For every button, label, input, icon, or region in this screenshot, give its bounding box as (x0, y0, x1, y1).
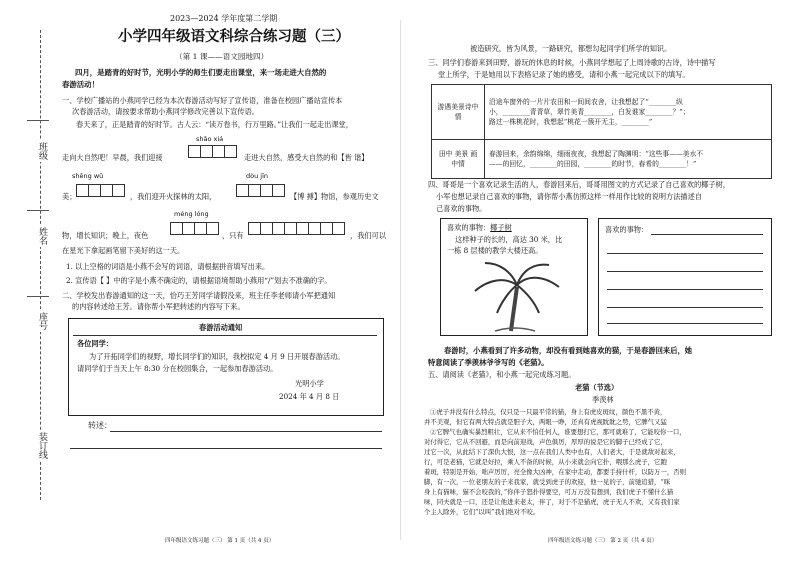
q1-line-2b: 走进大自然，感受大自然的和【皆 谐】 (244, 153, 369, 162)
notice-box (68, 318, 384, 416)
answer-grid-1[interactable] (188, 145, 236, 158)
retell-label: 转述： (88, 421, 112, 430)
q3-row1-line-1[interactable]: 沿途车窗外的一片片农田和一间间农舍，让我想起了“________纵 (489, 98, 683, 106)
my-favorite-line-5[interactable] (607, 323, 763, 324)
reading-p5b: 味，同夫就是一口，还是让他进来老太，伴了，对于不是猫虎，虎子无人不欢，又有我们家 (424, 498, 680, 506)
intro-line-2: 春游活动！ (62, 80, 99, 89)
my-favorite-line-2[interactable] (607, 271, 763, 272)
name-label: 姓名 (37, 227, 47, 245)
story-intro-1: 春游时，小燕看到了许多动物，却没有看到她喜欢的猫，于是春游回来后，她 (444, 346, 693, 355)
q1-line-3c: 【博 搏】物馆，参观历史文 (290, 192, 379, 201)
q3-row2-content (485, 140, 772, 179)
reading-p6: 个主人除外，它们“以叫”我们绝对不咬。 (424, 508, 540, 516)
story-intro-2: 特意阅读了季羡林爷爷写的《老猫》。 (428, 358, 549, 367)
retell-line-2[interactable] (70, 448, 382, 449)
q3-row2-line-1[interactable]: 春游回来，余韵绵绵，细雨夜夜，我想起了陶渊明：“这些事——美水不 (489, 150, 704, 158)
q1-line-2a: 走向大自然吧！早晨，我们迎接 (62, 153, 163, 162)
reading-p3: 过它一次，从此结下了深仇大恨，这一点在我们人类中也有，人们老大，于是就敌对起来， (424, 448, 680, 456)
my-favorite-line-4[interactable] (607, 307, 763, 308)
reading-p5: 身上有猫味，猫不会咬我的，”你伴子怒扑得要空，可万万没有想到，我们虎子不懂什么猫 (424, 488, 674, 496)
q2-title-2: 的内容转述给王芳。请你帮小军把转述的内容写下来。 (72, 302, 245, 311)
q3-row1-content (485, 85, 772, 140)
name-underline (27, 210, 49, 211)
page-divider (400, 20, 401, 540)
footer-left: 四年级语文练习题（三） 第 1 页（共 4 页） (165, 538, 275, 544)
pinyin-doujin: dòu jīn (246, 172, 269, 180)
right-top-line: 被造研究，皆为风景，一路研究，都想勾起同学们所学的知识。 (470, 44, 672, 53)
example-value: 椰子树 (490, 223, 512, 232)
seat-label: 座号 (37, 312, 47, 330)
my-favorite-card (598, 218, 772, 336)
page-subtitle: （第 1 课——语文园地四） (175, 52, 269, 61)
binding-label: 装订线 (37, 432, 47, 459)
q3-row1-label: 游遇美景诗中情 (432, 85, 485, 140)
example-desc-1: 这样种子的长的，高达 30 米，比 (455, 235, 563, 244)
reading-p4b: 脚，有一次，一位老朋友的子来我家，就受到虎子的欢迎，他一见的子，前驰追猎，“咪 (424, 478, 671, 486)
class-underline (27, 120, 49, 121)
q1-title-2: 次春游活动，请按要求帮助小燕同学修改完善以下宣传语。 (72, 107, 259, 116)
intro-line-1: 四月，是踏青的好时节，光明小学的师生们要走出课堂，来一场走进大自然的 (75, 68, 327, 77)
reading-p3b: 行，可是老猫，它就是好拉，乘人不备的时候，从小来就会向它扑，喂那么虎子，它跑 (424, 458, 667, 466)
pinyin-shaoxia: shǎo xiá (196, 135, 224, 143)
notice-date: 2024 年 4 月 8 日 (279, 392, 340, 401)
my-favorite-name-line[interactable] (651, 234, 763, 235)
q3-row2-label: 田中 美景 画中情 (432, 140, 485, 179)
q4-title-3: 己喜欢的事物。 (436, 204, 487, 213)
q1-line-4b: ，只有 (222, 231, 244, 240)
example-label-text: 喜欢的事物： (447, 223, 491, 232)
pinyin-shengwu: shēng wǔ (72, 172, 104, 180)
notice-sign: 光明小学 (295, 379, 324, 388)
seat-underline (27, 296, 49, 297)
page-title: 小学四年级语文科综合练习题（三） (118, 28, 350, 45)
school-year: 2023—2024 学年度第二学期 (170, 14, 278, 23)
notice-body-2: 请同学们于当天上午 8:30 分在校园集合，一起参加春游活动。 (77, 364, 278, 373)
reading-p1: ①虎子并没有什么特点，仅只是一只最平常的猫，身上有虎皮斑纹，颜色不黑不黄， (430, 408, 667, 416)
reading-title: 老猫（节选） (575, 383, 619, 392)
class-label: 班级 (37, 142, 47, 160)
reading-p2: ②它脾气也确实暴烈粗壮，它从来不怕任何人，谁要想打它，那可就难了，它能咬你一口， (430, 428, 686, 436)
answer-grid-2[interactable] (76, 184, 124, 197)
notice-title-rule (73, 335, 377, 336)
answer-grid-4[interactable] (170, 222, 218, 235)
my-favorite-line-3[interactable] (607, 289, 763, 290)
example-desc-2: 一栋 8 层楼的教学大楼还高。 (447, 246, 543, 255)
answer-grid-5[interactable] (248, 222, 344, 235)
q1-sub-1: 1. 以上空格的词语是小燕不会写的词语，请根据拼音填写出来。 (66, 262, 270, 271)
q3-title: 三、同学们春游来到田野，游玩的休息的时候，小燕同学想起了上周诗歌的古诗，诗中描写 (428, 58, 716, 67)
q4-title: 四、哥哥是一个喜欢记录生活的人，春游回来后，哥哥用图文的方式记录了自己喜欢的椰子树， (428, 180, 730, 189)
q4-title-2: 小军也想记录自己喜欢的事物，请你帮小燕仿照这样一样用作比较的说明方法描述自 (436, 192, 702, 201)
q1-line-3a: 美； (62, 192, 77, 201)
retell-line-1[interactable] (110, 431, 382, 432)
q2-title: 二、学校发出春游通知的这一天，恰巧王芳同学请假没来，班主任李老师请小军把通知 (62, 291, 336, 300)
q1-sub-2: 2. 宣传语【 】中的字是小燕不确定的，请根据语境帮助小燕用“/”划去不准确的字。 (66, 276, 332, 285)
reading-p1b: 并不美观，但它有两大特点就是胆子大，两眼一睁，还真有虎视眈眈之势，它脾气又猛 (424, 418, 667, 426)
footer-right: 四年级语文练习题（三） 第 2 页（共 4 页） (548, 538, 658, 544)
q1-line-5: 在星光下拿起画笔留下美好的这一天。 (62, 246, 185, 255)
my-favorite-label: 喜欢的事物： (605, 225, 649, 234)
reading-p4: 着斑，特别是开始，咄声厉厉，亮全像大凶神，在家中走动，都要手持什杆，以防万一，否则 (424, 468, 687, 476)
palm-tree-illustration (465, 257, 565, 333)
q3-row1-line-2[interactable]: 小，________青青草，翠竹美青________，白发谁家________？”； (489, 108, 690, 116)
example-label (447, 223, 512, 233)
pinyin-menglong: méng lóng (174, 210, 209, 218)
q1-line-3b: ，我们迎开火探林的太阳， (130, 192, 217, 201)
q3-row2-line-2[interactable]: ——的回忆，________的田园，________的时节，春希的________！” (489, 160, 697, 168)
q5-title: 五、请阅读《老猫》，和小燕一起完成练习题。 (428, 370, 576, 379)
notice-body-1: 为了开拓同学们的视野，增长同学们的知识，我校拟定 4 月 9 日开展春游活动。 (89, 352, 345, 361)
q1-line-4c: ，我们可以 (350, 231, 386, 240)
my-favorite-line-1[interactable] (607, 253, 763, 254)
q3-title-2: 堂上所学，于是她用以下表格记录了她的感受，请和小燕一起完成以下的填写。 (438, 70, 690, 79)
q1-line-4a: 物，增长知识；晚上，夜色 (62, 231, 149, 240)
answer-grid-3[interactable] (236, 184, 284, 197)
notice-title: 春游活动通知 (199, 323, 243, 332)
q1-title: 一、学校广播站的小燕同学已经为本次春游活动写好了宣传语，准备在校园广播站宣传本 (62, 96, 343, 105)
reading-p2b: 对付得它，它从不回避，而是向前迎战，声色俱厉，厚厚的说是它的脚子已经成了它， (424, 438, 667, 446)
reading-author: 季羡林 (592, 395, 614, 404)
q1-paragraph-1: 春天来了，正是踏青的好时节。古人云：“读万卷书，行万里路。”让我们一起走出课堂， (76, 120, 353, 129)
q3-table (431, 84, 772, 179)
example-card (440, 218, 588, 336)
notice-greeting: 各位同学： (77, 339, 113, 348)
q3-row1-line-3[interactable]: 路过一株桃花时，我想起“桃花一簇开无主，________” (489, 118, 653, 126)
